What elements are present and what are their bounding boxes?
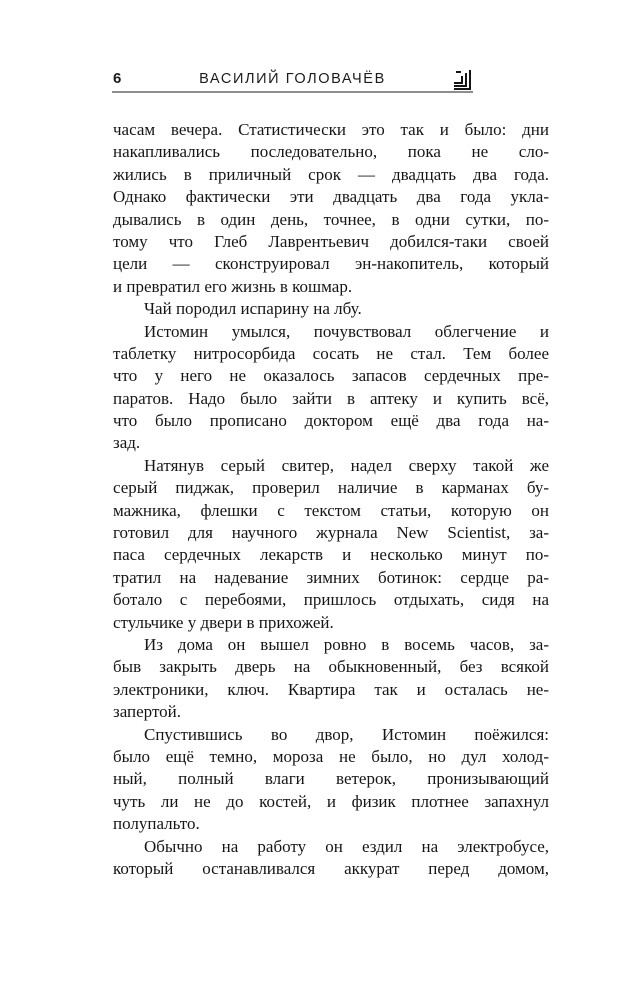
text-line: полупальто. [113,814,200,834]
text-line: было ещё темно, мороза не было, но дул холод- [113,746,549,766]
text-line: тратил на надевание зимних ботинок: сердце ра- [113,567,549,587]
text-line: жились в приличный срок — двадцать два года. [113,164,549,184]
text-line: электроники, ключ. Квартира так и осталась не- [113,679,549,699]
text-line: часам вечера. Статистически это так и было: дни [113,120,549,139]
text-line: и превратил его жизнь в кошмар. [113,276,353,296]
text-line: стульчике у двери в прихожей. [113,612,334,632]
running-head-author: ВАСИЛИЙ ГОЛОВАЧЁВ [199,71,386,87]
text-line: чуть ли не до костей, и физик плотнее запахнул [113,791,549,811]
series-logo-icon [453,69,473,91]
paragraph [113,724,549,836]
text-line: Однако фактически эти двадцать два года укла- [113,187,549,207]
text-line: Обычно на работу он ездил на электробусе, [144,836,549,856]
text-line: накапливались последовательно, пока не сло- [113,142,549,162]
paragraph [113,455,549,634]
text-line: цели — сконструировал эн-накопитель, который [113,254,549,274]
page-number: 6 [113,70,122,87]
body-text [113,119,549,880]
text-line: Истомин умылся, почувствовал облегчение и [144,321,549,341]
text-line: ботало с перебоями, пришлось отдыхать, сидя на [113,590,549,610]
paragraph [113,634,549,724]
text-line: что у него не оказалось запасов сердечных пре- [113,366,549,386]
text-line: что было прописано доктором ещё два года на- [113,411,549,431]
text-line: Спустившись во двор, Истомин поёжился: [144,724,549,744]
text-line: паратов. Надо было зайти в аптеку и купить всё, [113,388,549,408]
text-line: паса сердечных лекарств и несколько минут по- [113,545,549,565]
text-line: мажника, флешки с текстом статьи, которую он [113,500,549,520]
text-line: ный, полный влаги ветерок, пронизывающий [113,769,549,789]
paragraph [113,119,549,298]
text-line: который останавливался аккурат перед домом, [113,858,549,878]
text-line: тому что Глеб Лаврентьевич добился-таки своей [113,231,549,251]
text-line: Чай породил испарину на лбу. [144,299,362,319]
text-line: дывались в один день, точнее, в одни сутки, по- [113,209,549,229]
paragraph [113,298,549,320]
text-line: Из дома он вышел ровно в восемь часов, за- [144,634,549,654]
text-line: Натянув серый свитер, надел сверху такой же [144,455,549,475]
paragraph [113,321,549,455]
text-line: быв закрыть дверь на обыкновенный, без всякой [113,657,549,677]
text-line: таблетку нитросорбида сосать не стал. Тем более [113,343,549,363]
paragraph [113,836,549,881]
running-header [112,60,473,93]
text-line: зад. [113,433,141,453]
text-line: серый пиджак, проверил наличие в карманах бу- [113,478,549,498]
text-line: запертой. [113,702,182,722]
text-line: готовил для научного журнала New Scientist, за- [113,523,549,543]
